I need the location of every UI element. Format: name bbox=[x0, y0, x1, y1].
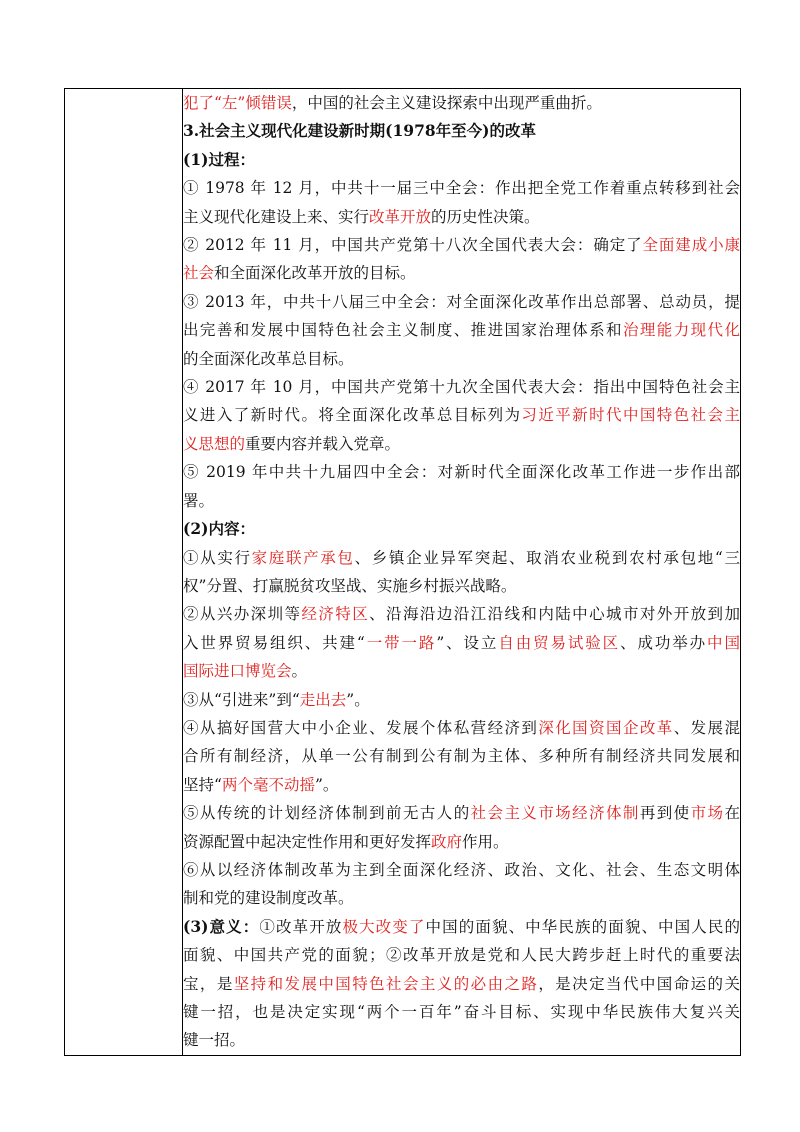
body-text: ，中国的社会主义建设探索中出现严重曲折。 bbox=[291, 94, 602, 112]
text-line bbox=[183, 1026, 740, 1054]
text-line bbox=[183, 742, 740, 770]
body-text: ①从实行 bbox=[183, 548, 252, 567]
body-text: 键一招。 bbox=[183, 1031, 246, 1050]
body-text: 宝，是 bbox=[183, 974, 234, 993]
text-line bbox=[183, 515, 740, 543]
highlighted-text: 经济特区 bbox=[301, 605, 370, 624]
body-text: 在 bbox=[724, 804, 740, 823]
body-text: 权”分置、打赢脱贫攻坚战、实施乡村振兴战略。 bbox=[183, 576, 517, 595]
text-line bbox=[183, 544, 740, 572]
text-line bbox=[183, 657, 740, 685]
highlighted-text: 全面建成小康 bbox=[642, 236, 740, 255]
body-text: ①改革开放 bbox=[259, 917, 343, 936]
body-text: ”。 bbox=[314, 775, 339, 794]
text-line bbox=[183, 458, 740, 486]
text-line bbox=[183, 401, 740, 429]
text-line bbox=[183, 117, 740, 145]
body-text: ⑤从传统的计划经济体制到前无古人的 bbox=[183, 804, 471, 823]
body-text: 面貌、中国共产党的面貌；②改革开放是党和人民大跨步赶上时代的重要法 bbox=[183, 946, 740, 965]
text-line bbox=[183, 487, 740, 515]
body-text: 。 bbox=[291, 662, 308, 681]
body-text: 出完善和发展中国特色社会主义制度、推进国家治理体系和 bbox=[183, 321, 623, 340]
body-text: ⑤ 2019 年中共十九届四中全会：对新时代全面深化改革工作进一步作出部 bbox=[183, 463, 740, 482]
text-line bbox=[183, 629, 740, 657]
body-text: 入世界贸易组织、共建“ bbox=[183, 633, 365, 652]
text-line bbox=[183, 316, 740, 344]
highlighted-text: 深化国资国企改革 bbox=[538, 718, 674, 737]
text-line bbox=[183, 970, 740, 998]
text-line bbox=[183, 799, 740, 827]
body-text: 主义现代化建设上来、实行 bbox=[183, 207, 370, 226]
body-text: ③ 2013 年，中共十八届三中全会：对全面深化改革作出总部署、总动员，提 bbox=[183, 292, 740, 311]
body-text: 合所有制经济，从单一公有制到公有制为主体、多种所有制经济共同发展和 bbox=[183, 747, 740, 766]
highlighted-text: 社会 bbox=[183, 264, 215, 283]
body-text: ⑥从以经济体制改革为主到全面深化经济、政治、文化、社会、生态文明体 bbox=[183, 860, 740, 879]
body-text: 和全面深化改革开放的目标。 bbox=[214, 264, 416, 283]
body-text: 、成功举办 bbox=[620, 633, 708, 652]
body-text: ③从“引进来”到“ bbox=[183, 690, 300, 709]
body-text: ④从搞好国营大中小企业、发展个体私营经济到 bbox=[183, 718, 539, 737]
text-line bbox=[183, 771, 740, 799]
body-text: ② 2012 年 11 月，中国共产党第十八次全国代表大会：确定了 bbox=[183, 236, 643, 255]
text-line bbox=[183, 600, 740, 628]
content-table bbox=[64, 88, 741, 1056]
heading-text: (2)内容： bbox=[183, 519, 255, 539]
heading-text: (1)过程： bbox=[183, 149, 255, 169]
text-line bbox=[183, 430, 740, 458]
text-line bbox=[183, 884, 740, 912]
text-line bbox=[183, 828, 740, 856]
body-text: ”、设立 bbox=[436, 633, 499, 652]
highlighted-text: 治理能力现代化 bbox=[622, 321, 740, 340]
highlighted-text: 中国 bbox=[707, 633, 740, 652]
body-text: ④ 2017 年 10 月，中国共产党第十九次全国代表大会：指出中国特色社会主 bbox=[183, 378, 740, 397]
body-text: 、沿海沿边沿江沿线和内陆中心城市对外开放到加 bbox=[369, 605, 740, 624]
heading-text: (3)意义： bbox=[183, 916, 260, 936]
text-line bbox=[183, 572, 740, 600]
highlighted-text: 犯了“左”倾错误 bbox=[183, 94, 292, 112]
text-line bbox=[183, 259, 740, 287]
body-text: ②从兴办深圳等 bbox=[183, 605, 302, 624]
highlighted-text: 义思想的 bbox=[183, 434, 246, 453]
text-line bbox=[183, 288, 740, 316]
text-line bbox=[183, 714, 740, 742]
body-text: 资源配置中起决定性作用和更好发挥 bbox=[183, 832, 432, 851]
text-line bbox=[183, 941, 740, 969]
text-line bbox=[183, 231, 740, 259]
body-text: 再到使 bbox=[639, 804, 691, 823]
heading-text: 3.社会主义现代化建设新时期(1978年至今)的改革 bbox=[183, 121, 536, 141]
body-text: ，是决定当代中国命运的关 bbox=[538, 974, 740, 993]
highlighted-text: 极大改变了 bbox=[342, 917, 426, 936]
body-text: 、发展混 bbox=[673, 718, 740, 737]
body-text: ”。 bbox=[346, 690, 370, 709]
body-text: 重要内容并载入党章。 bbox=[245, 434, 401, 453]
highlighted-text: 自由贸易试验区 bbox=[498, 633, 621, 652]
highlighted-text: 改革开放 bbox=[369, 207, 432, 226]
text-line bbox=[183, 913, 740, 941]
body-text: 键一招，也是决定实现“两个一百年”奋斗目标、实现中华民族伟大复兴关 bbox=[183, 1003, 740, 1021]
body-text: 作用。 bbox=[462, 832, 509, 851]
text-line bbox=[183, 856, 740, 884]
text-line bbox=[183, 203, 740, 231]
text-line bbox=[183, 345, 740, 373]
body-text: 制和党的建设制度改革。 bbox=[183, 889, 354, 908]
highlighted-text: 国际进口博览会 bbox=[183, 662, 292, 681]
body-text: ① 1978 年 12 月，中共十一届三中全会：作出把全党工作着重点转移到社会 bbox=[183, 179, 740, 198]
highlighted-text: 政府 bbox=[431, 832, 463, 851]
highlighted-text: 社会主义市场经济体制 bbox=[470, 804, 640, 823]
body-text: 、乡镇企业异军突起、取消农业税到农村承包地“三 bbox=[354, 548, 740, 567]
body-text: 的历史性决策。 bbox=[431, 207, 540, 226]
highlighted-text: 市场 bbox=[690, 804, 725, 823]
body-text: 署。 bbox=[183, 491, 215, 510]
highlighted-text: 两个毫不动摇 bbox=[221, 775, 315, 794]
content-cell bbox=[183, 89, 741, 1056]
body-text: 义进入了新时代。将全面深化改革总目标列为 bbox=[183, 406, 522, 425]
highlighted-text: 习近平新时代中国特色社会主 bbox=[521, 406, 740, 425]
body-text: 的全面深化改革总目标。 bbox=[183, 349, 354, 368]
text-line bbox=[183, 89, 740, 117]
empty-left-cell bbox=[65, 89, 183, 1056]
text-line bbox=[183, 998, 740, 1026]
highlighted-text: 走出去 bbox=[299, 690, 347, 709]
table-row bbox=[65, 89, 741, 1056]
text-line bbox=[183, 174, 740, 202]
text-line bbox=[183, 373, 740, 401]
highlighted-text: 一带一路 bbox=[364, 633, 437, 652]
body-text: 中国的面貌、中华民族的面貌、中国人民的 bbox=[425, 917, 740, 936]
text-body bbox=[183, 89, 740, 1055]
highlighted-text: 家庭联产承包 bbox=[251, 548, 355, 567]
highlighted-text: 坚持和发展中国特色社会主义的必由之路 bbox=[233, 974, 539, 993]
text-line bbox=[183, 686, 740, 714]
text-line bbox=[183, 146, 740, 174]
body-text: 坚持“ bbox=[183, 775, 222, 794]
